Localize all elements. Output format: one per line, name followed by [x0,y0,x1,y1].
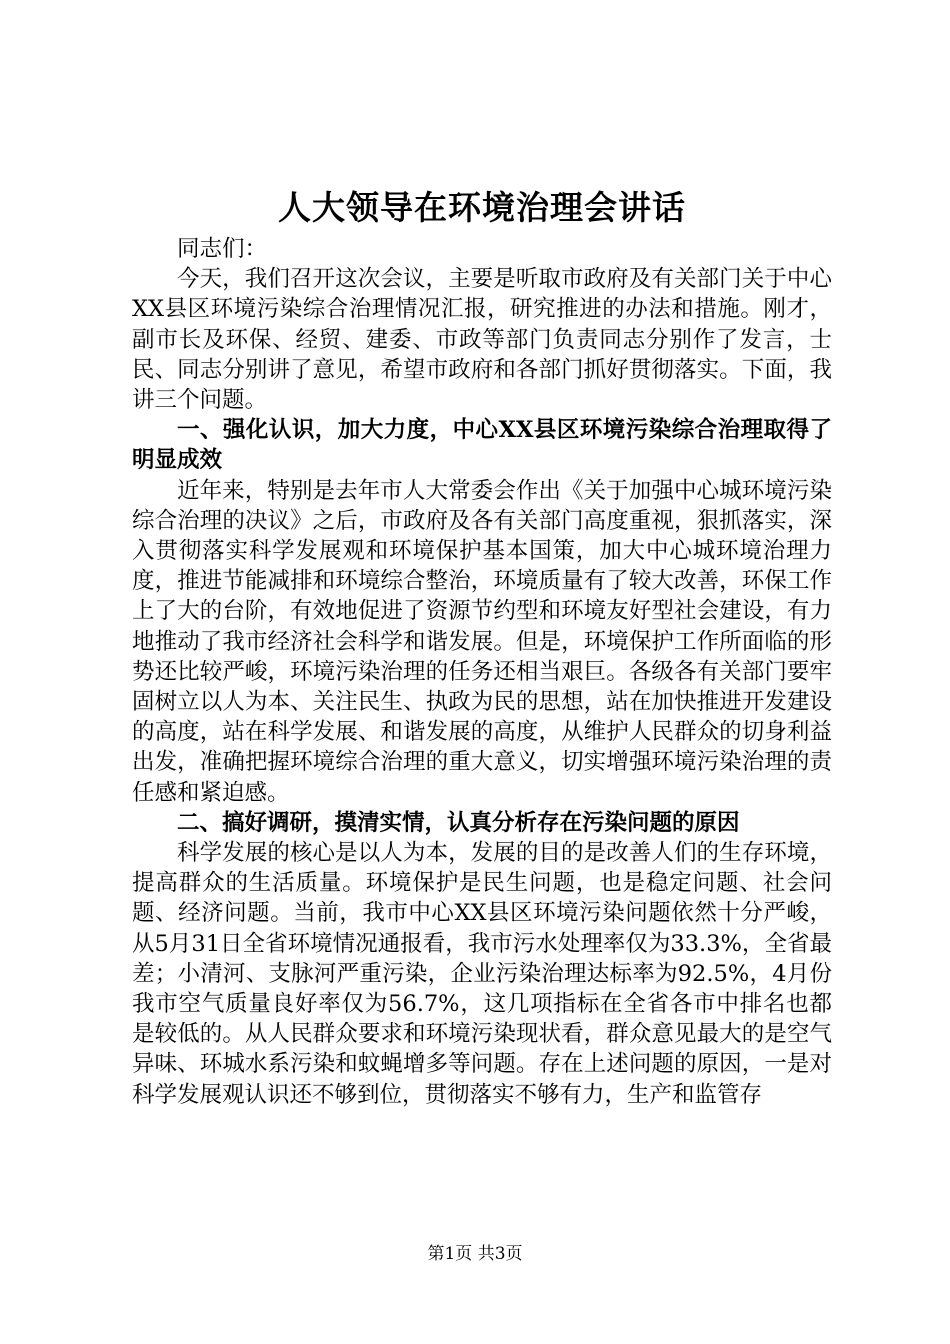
paragraph: 科学发展的核心是以人为本，发展的目的是改善人们的生存环境，提高群众的生活质量。环境保护是民生问题，也是稳定问题、社会问题、经济问题。当前，我市中心XX县区环境污染问题依然十分严峻，从5月31日全省环境情况通报看，我市污水处理率仅为33.3%，全省最差；小清河、支脉河严重污染，企业污染治理达标率为92.5%，4月份我市空气质量良好率仅为56.7%，这几项指标在全省各市中排名也都是较低的。从人民群众要求和环境污染现状看，群众意见最大的是空气异味、环城水系污染和蚊蝇增多等问题。存在上述问题的原因，一是对科学发展观认识还不够到位，贯彻落实不够有力，生产和监管存 [132,840,832,1108]
paragraph: 今天，我们召开这次会议，主要是听取市政府及有关部门关于中心XX县区环境污染综合治理情况汇报，研究推进的办法和措施。刚才，副市长及环保、经贸、建委、市政等部门负责同志分别作了发言，士民、同志分别讲了意见，希望市政府和各部门抓好贯彻落实。下面，我讲三个问题。 [132,266,832,414]
page-footer: 第1页 共3页 [427,1244,523,1264]
document-page [132,0,832,1344]
section-heading: 一、强化认识，加大力度，中心XX县区环境污染综合治理取得了明显成效 [132,417,832,474]
document-title: 人大领导在环境治理会讲话 [278,188,686,227]
paragraph: 近年来，特别是去年市人大常委会作出《关于加强中心城环境污染综合治理的决议》之后，市政府及各有关部门高度重视，狠抓落实，深入贯彻落实科学发展观和环境保护基本国策，加大中心城环境治理力度，推进节能减排和环境综合整治，环境质量有了较大改善，环保工作上了大的台阶，有效地促进了资源节约型和环境友好型社会建设，有力地推动了我市经济社会科学和谐发展。但是，环境保护工作所面临的形势还比较严峻，环境污染治理的任务还相当艰巨。各级各有关部门要牢固树立以人为本、关注民生、执政为民的思想，站在加快推进开发建设的高度，站在科学发展、和谐发展的高度，从维护人民群众的切身利益出发，准确把握环境综合治理的重大意义，切实增强环境污染治理的责任感和紧迫感。 [132,477,832,806]
document-body [132,234,832,1110]
greeting: 同志们： [177,236,268,262]
section-heading: 二、搞好调研，摸清实情，认真分析存在污染问题的原因 [177,809,740,836]
